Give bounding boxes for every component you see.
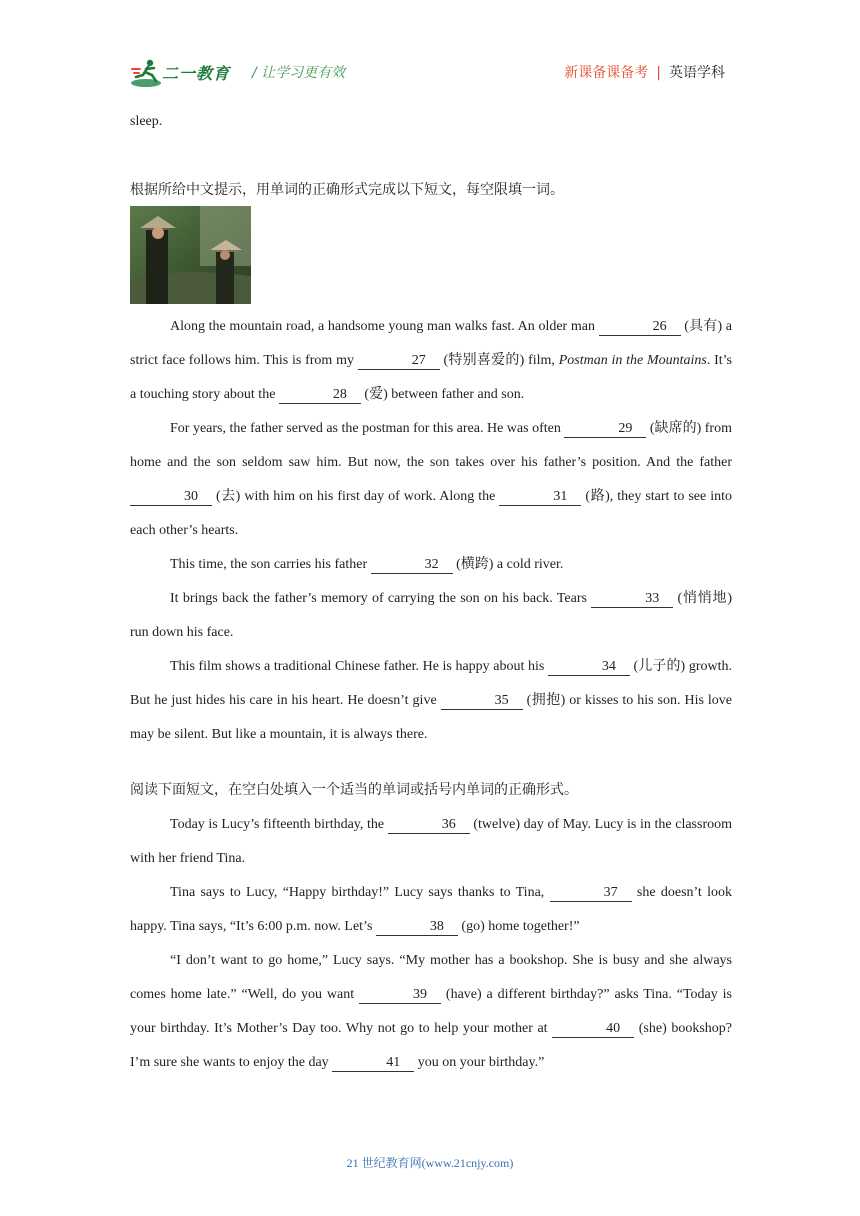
text-run: This film shows a traditional Chinese father. He is happy about his [170, 659, 548, 674]
brand-logo [130, 57, 240, 89]
text-run: (特别喜爱的) film, [439, 353, 559, 368]
text-run: This time, the son carries his father [170, 557, 371, 572]
blank-36[interactable]: 36 [388, 817, 470, 834]
text-run: (go) home together!” [457, 919, 580, 934]
film-title: Postman in the Mountains [558, 353, 707, 368]
blank-37[interactable]: 37 [550, 885, 632, 902]
text-run: “I don’t want to go home,” Lucy says. “My mother has a bookshop. She is busy and she always comes home late.” “Well, do you want [130, 953, 732, 1002]
section1-paragraph-3 [130, 548, 732, 582]
film-still-photo [130, 206, 251, 304]
text-run: she doesn’t look happy. Tina says, “It’s 6:00 p.m. now. Let’s [130, 885, 732, 934]
blank-29[interactable]: 29 [564, 421, 646, 438]
blank-40[interactable]: 40 [552, 1021, 634, 1038]
text-run: (去) with him on his first day of work. Along the [212, 489, 500, 504]
text-run: (缺席的) from home and the son seldom saw him. But now, the son takes over his father’s position. And the father [130, 421, 732, 470]
blank-28[interactable]: 28 [279, 387, 361, 404]
text-run: (have) a different birthday?” asks Tina. “Today is your birthday. It’s Mother’s Day too. Why not go to help your mother at [130, 987, 732, 1036]
page-footer: 21 世纪教育网(www.21cnjy.com) [346, 1156, 514, 1170]
blank-39[interactable]: 39 [359, 987, 441, 1004]
header-separator: | [656, 65, 661, 81]
section1-paragraph-5 [130, 650, 732, 752]
text-run: Today is Lucy’s fifteenth birthday, the [170, 817, 388, 832]
header-tagline: 新课备课备考 [564, 65, 649, 81]
text-run: (横跨) a cold river. [452, 557, 564, 572]
document-body [130, 112, 732, 1080]
text-run: Tina says to Lucy, “Happy birthday!” Lucy says thanks to Tina, [170, 885, 550, 900]
section1-paragraph-4 [130, 582, 732, 650]
runner-icon [130, 57, 164, 89]
text-run: (儿子的) growth. But he just hides his care in his heart. He doesn’t give [130, 659, 732, 708]
blank-32[interactable]: 32 [371, 557, 453, 574]
text-run: . It’s a touching story about the [130, 353, 733, 402]
blank-31[interactable]: 31 [499, 489, 581, 506]
blank-38[interactable]: 38 [376, 919, 458, 936]
text-run: you on your birthday.” [414, 1055, 545, 1070]
header-slogan: / 让学习更有效 [252, 65, 346, 81]
text-run: Along the mountain road, a handsome young man walks fast. An older man [170, 319, 599, 334]
section2-paragraph-2 [130, 876, 732, 944]
text-run: (爱) between father and son. [360, 387, 525, 402]
page-header [0, 0, 860, 100]
blank-33[interactable]: 33 [591, 591, 673, 608]
previous-text-tail: sleep. [130, 114, 163, 129]
text-run: It brings back the father’s memory of carrying the son on his back. Tears [170, 591, 592, 606]
section1-paragraph-1 [130, 310, 732, 412]
blank-26[interactable]: 26 [599, 319, 681, 336]
blank-27[interactable]: 27 [358, 353, 440, 370]
section1-instruction: 根据所给中文提示，用单词的正确形式完成以下短文，每空限填一词。 [130, 182, 564, 198]
text-run: (拥抱) or kisses to his son. His love may be silent. But like a mountain, it is always there. [130, 693, 732, 742]
text-run: (路), they start to see into each other’s hearts. [130, 489, 732, 538]
text-run: (twelve) day of May. Lucy is in the classroom with her friend Tina. [130, 817, 732, 866]
text-run: For years, the father served as the postman for this area. He was often [170, 421, 565, 436]
blank-30[interactable]: 30 [130, 489, 212, 506]
blank-41[interactable]: 41 [332, 1055, 414, 1072]
text-run: (悄悄地) run down his face. [130, 591, 733, 640]
text-run: (具有) a strict face follows him. This is from my [130, 319, 732, 368]
section2-paragraph-1 [130, 808, 732, 876]
blank-35[interactable]: 35 [441, 693, 523, 710]
header-subject-label: 英语学科 [669, 65, 725, 81]
section2-paragraph-3 [130, 944, 732, 1080]
header-subject [564, 62, 725, 82]
section1-paragraph-2 [130, 412, 732, 548]
logo-text: 二一教育 [162, 64, 231, 83]
section2-instruction: 阅读下面短文，在空白处填入一个适当的单词或括号内单词的正确形式。 [130, 782, 578, 798]
text-run: (she) bookshop? I’m sure she wants to enjoy the day [130, 1021, 732, 1070]
blank-34[interactable]: 34 [548, 659, 630, 676]
